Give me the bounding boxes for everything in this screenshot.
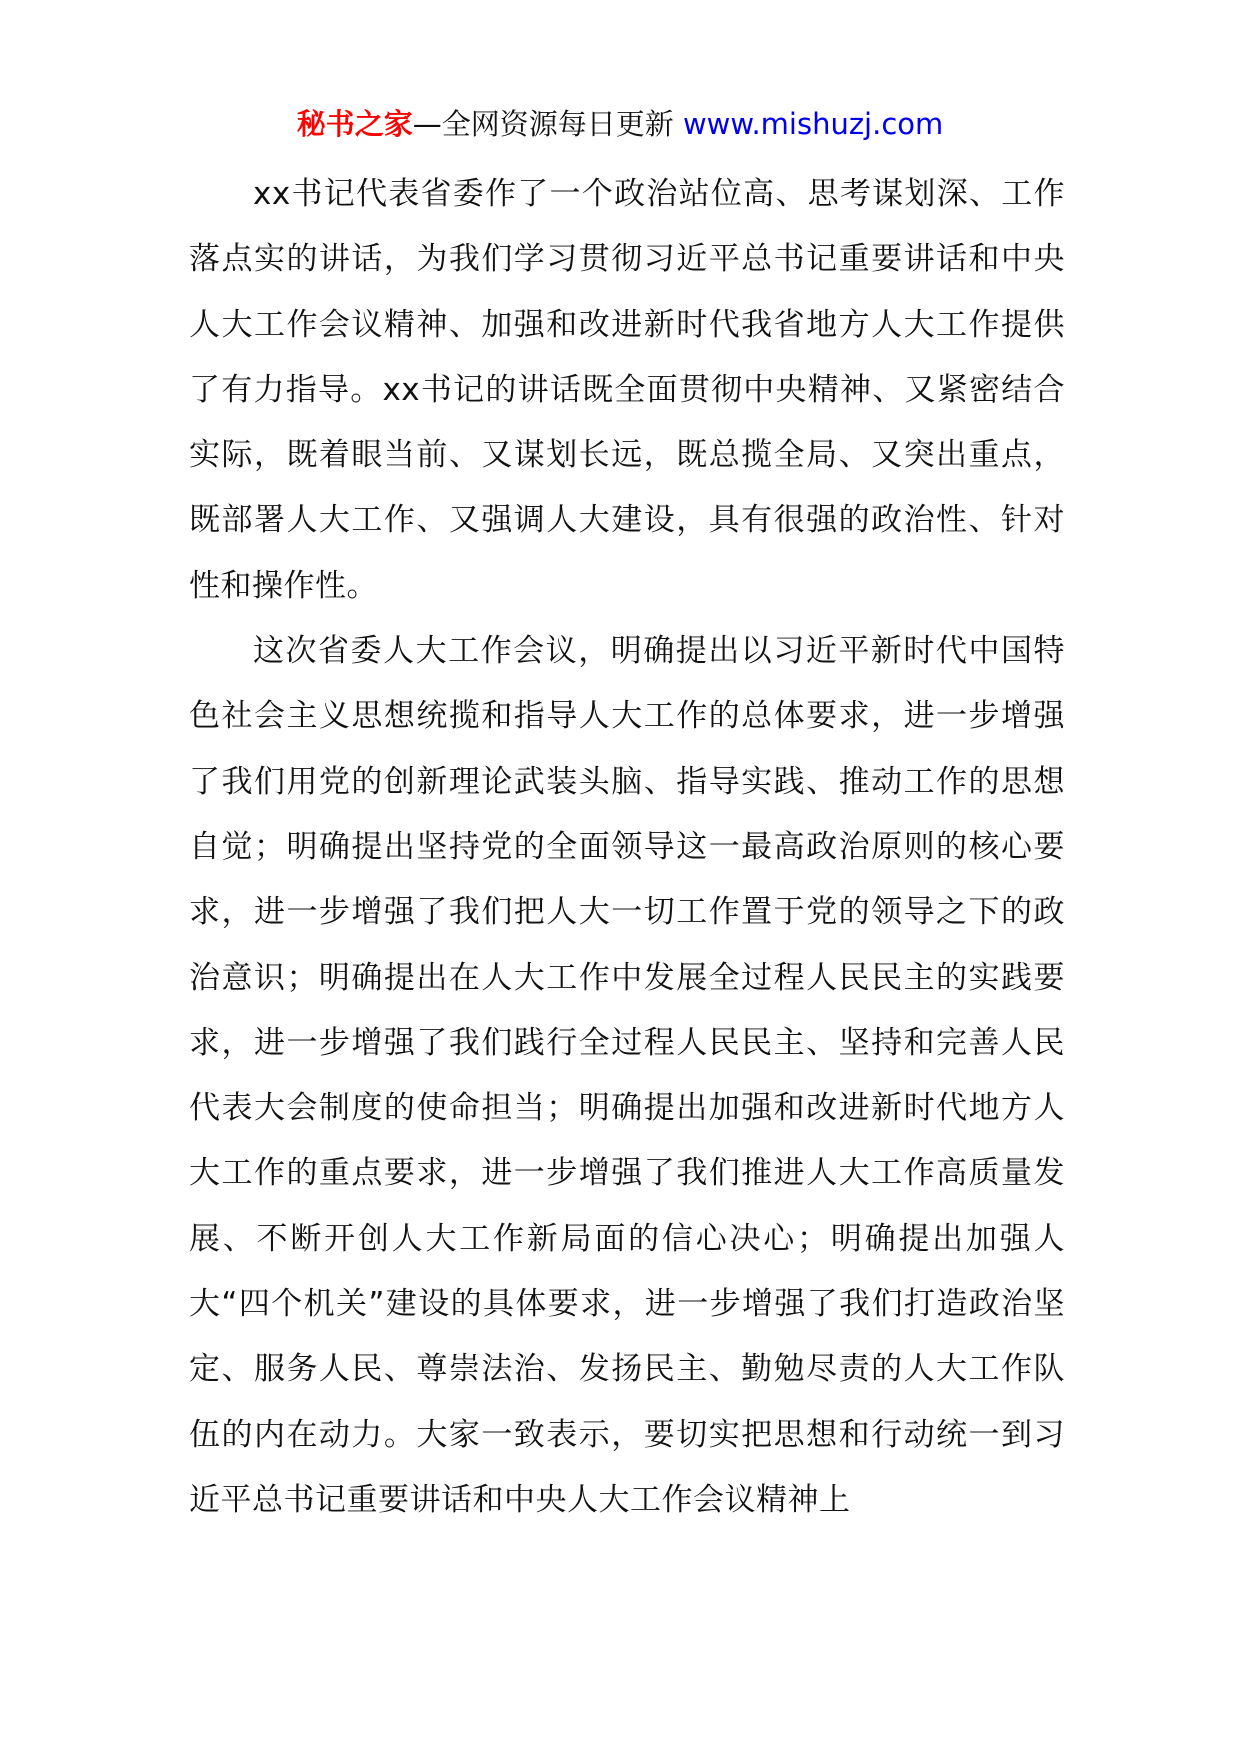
website-link[interactable]: www.mishuzj.com: [682, 107, 944, 141]
page-header: [0, 104, 1240, 144]
brand-name: 秘书之家: [296, 107, 413, 141]
paragraph: xx书记代表省委作了一个政治站位高、思考谋划深、工作落点实的讲话，为我们学习贯彻习近平总书记重要讲话和中央人大工作会议精神、加强和改进新时代我省地方人大工作提供了有力指导。xx书记的讲话既全面贯彻中央精神、又紧密结合实际，既着眼当前、又谋划长远，既总揽全局、又突出重点，既部署人大工作、又强调人大建设，具有很强的政治性、针对性和操作性。: [189, 176, 1065, 604]
header-tagline: —全网资源每日更新: [412, 107, 683, 141]
document-body: [189, 162, 1065, 1533]
paragraph: 这次省委人大工作会议，明确提出以习近平新时代中国特色社会主义思想统揽和指导人大工作的总体要求，进一步增强了我们用党的创新理论武装头脑、指导实践、推动工作的思想自觉；明确提出坚持党的全面领导这一最高政治原则的核心要求，进一步增强了我们把人大一切工作置于党的领导之下的政治意识；明确提出在人大工作中发展全过程人民民主的实践要求，进一步增强了我们践行全过程人民民主、坚持和完善人民代表大会制度的使命担当；明确提出加强和改进新时代地方人大工作的重点要求，进一步增强了我们推进人大工作高质量发展、不断开创人大工作新局面的信心决心；明确提出加强人大“四个机关”建设的具体要求，进一步增强了我们打造政治坚定、服务人民、尊崇法治、发扬民主、勤勉尽责的人大工作队伍的内在动力。大家一致表示，要切实把思想和行动统一到习近平总书记重要讲话和中央人大工作会议精神上: [189, 633, 1065, 1518]
